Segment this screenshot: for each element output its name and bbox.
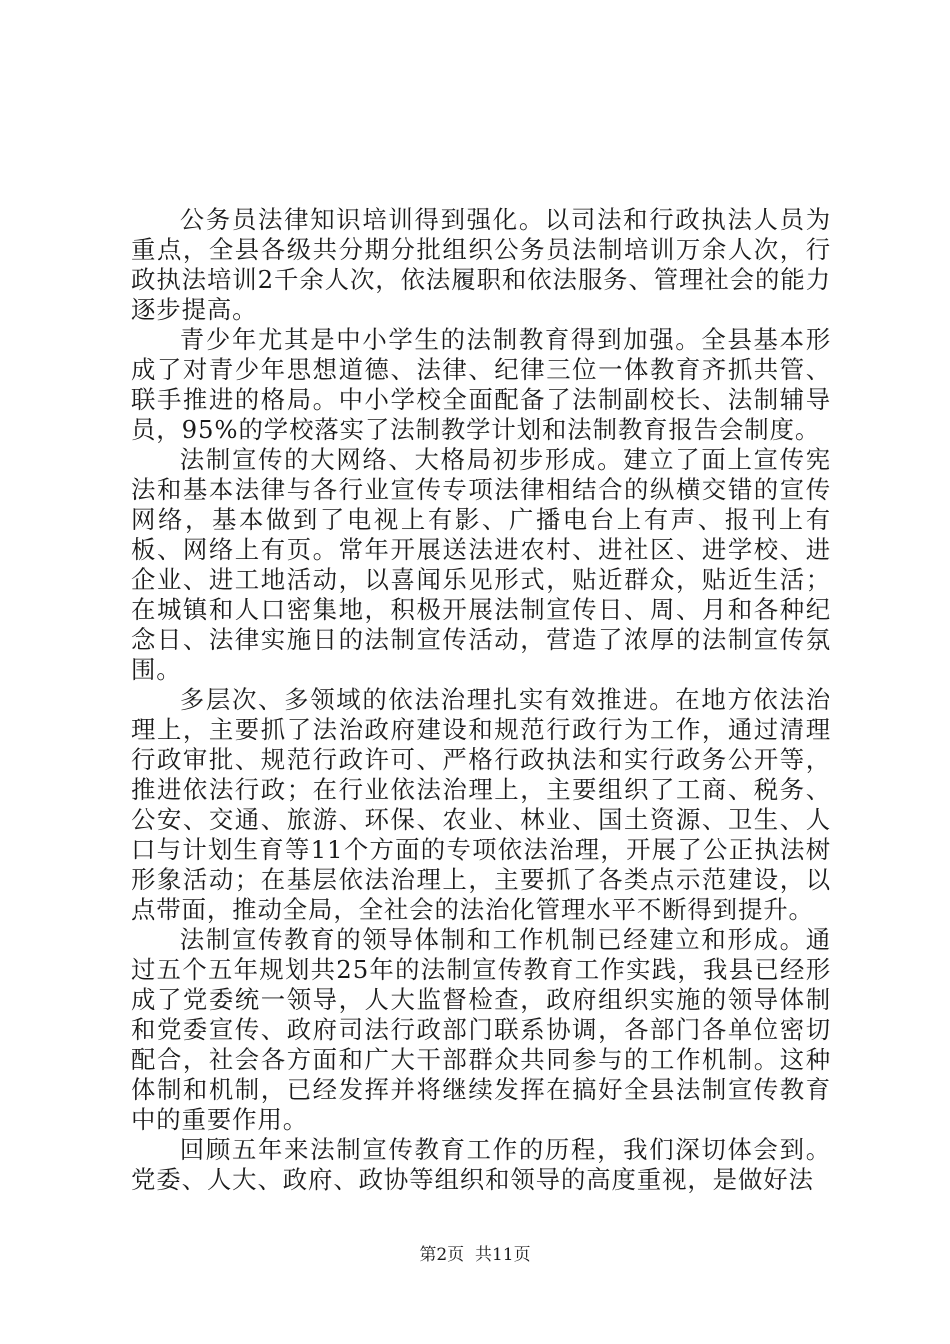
paragraph-leadership-mechanism: 法制宣传教育的领导体制和工作机制已经建立和形成。通过五个五年规划共25年的法制宣传教育工作实践，我县已经形成了党委统一领导，人大监督检查，政府组织实施的领导体制和党委宣传、政府司法行政部门联系协调，各部门各单位密切配合，社会各方面和广大干部群众共同参与的工作机制。这种体制和机制，已经发挥并将继续发挥在搞好全县法制宣传教育中的重要作用。: [131, 925, 831, 1134]
page-footer: [0, 1240, 950, 1265]
paragraph-youth-education: 青少年尤其是中小学生的法制教育得到加强。全县基本形成了对青少年思想道德、法律、纪律三位一体教育齐抓共管、联手推进的格局。中小学校全面配备了法制副校长、法制辅导员，95%的学校落实了法制教学计划和法制教育报告会制度。: [131, 325, 831, 444]
paragraph-publicity-network: 法制宣传的大网络、大格局初步形成。建立了面上宣传宪法和基本法律与各行业宣传专项法律相结合的纵横交错的宣传网络，基本做到了电视上有影、广播电台上有声、报刊上有板、网络上有页。常年开展送法进农村、进社区、进学校、进企业、进工地活动，以喜闻乐见形式，贴近群众，贴近生活；在城镇和人口密集地，积极开展法制宣传日、周、月和各种纪念日、法律实施日的法制宣传活动，营造了浓厚的法制宣传氛围。: [131, 445, 831, 684]
document-body: [131, 205, 831, 1195]
paragraph-civil-servant-training: 公务员法律知识培训得到强化。以司法和行政执法人员为重点，全县各级共分期分批组织公务员法制培训万余人次，行政执法培训2千余人次，依法履职和依法服务、管理社会的能力逐步提高。: [131, 205, 831, 324]
page-number-label: 第2页 共11页: [419, 1245, 531, 1265]
paragraph-review: 回顾五年来法制宣传教育工作的历程，我们深切体会到。党委、人大、政府、政协等组织和领导的高度重视，是做好法: [131, 1135, 831, 1194]
paragraph-rule-of-law-governance: 多层次、多领域的依法治理扎实有效推进。在地方依法治理上，主要抓了法治政府建设和规范行政行为工作，通过清理行政审批、规范行政许可、严格行政执法和实行政务公开等，推进依法行政；在行业依法治理上，主要组织了工商、税务、公安、交通、旅游、环保、农业、林业、国土资源、卫生、人口与计划生育等11个方面的专项依法治理，开展了公正执法树形象活动；在基层依法治理上，主要抓了各类点示范建设，以点带面，推动全局，全社会的法治化管理水平不断得到提升。: [131, 685, 831, 924]
